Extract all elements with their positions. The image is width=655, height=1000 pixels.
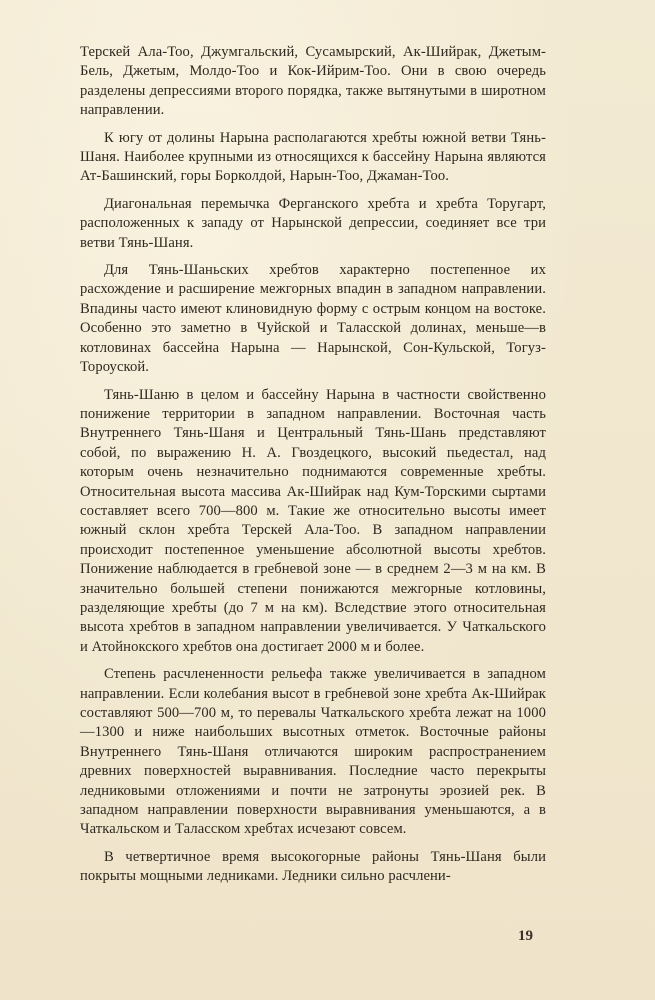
paragraph-3: Диагональная перемычка Ферганского хребта и хребта Торугарт, расположенных к западу от Нарынской депрессии, соединяет все три ветви Тянь-Шаня. bbox=[80, 195, 546, 251]
paragraph-2: К югу от долины Нарына располагаются хребты южной ветви Тянь-Шаня. Наиболее крупными из относящихся к бассейну Нарына являются Ат-Башинский, горы Борколдой, Нарын-Тоо, Джаман-Тоо. bbox=[80, 129, 546, 185]
paragraph-7: В четвертичное время высокогорные районы Тянь-Шаня были покрыты мощными ледниками. Ледники сильно расчлени- bbox=[80, 848, 546, 885]
paragraph-4: Для Тянь-Шаньских хребтов характерно постепенное их расхождение и расширение межгорных впадин в западном направлении. Впадины часто имеют клиновидную форму с острым концом на востоке. Особенно это заметно в Чуйской и Таласской долинах, меньше—в котловинах бассейна Нарына — Нарынской, Сон-Кульской, Тогуз-Тороуской. bbox=[80, 262, 546, 376]
paragraph-6: Степень расчлененности рельефа также увеличивается в западном направлении. Если колебания высот в гребневой зоне хребта Ак-Шийрак составляют 500—700 м, то перевалы Чаткальского хребта лежат на 1000—1300 и ниже наибольших высотных отметок. Восточные районы Внутреннего Тянь-Шаня отличаются широким распространением древних поверхностей выравнивания. Последние часто перекрыты ледниковыми отложениями и почти не затронуты эрозией рек. В западном направлении поверхности выравнивания уменьшаются, а в Чаткальском и Таласском хребтах исчезают совсем. bbox=[80, 666, 546, 838]
paragraph-1: Терскей Ала-Тоо, Джумгальский, Сусамырский, Ак-Шийрак, Джетым-Бель, Джетым, Молдо-Тоо и Кок-Ийрим-Тоо. Они в свою очередь разделены депрессиями второго порядка, также вытянутыми в широтном направлении. bbox=[80, 44, 546, 119]
paragraph-5: Тянь-Шаню в целом и бассейну Нарына в частности свойственно понижение территории в западном направлении. Восточная часть Внутреннего Тянь-Шаня и Центральный Тянь-Шань представляют собой, по выражению Н. А. Гвоздецкого, высокий пьедестал, над которым очень незначительно поднимаются современные хребты. Относительная высота массива Ак-Шийрак над Кум-Торскими сыртами составляет всего 700—800 м. Такие же относительно высоты имеет южный склон хребта Терскей Ала-Тоо. В западном направлении происходит постепенное уменьшение абсолютной высоты хребтов. Понижение наблюдается в гребневой зоне — в среднем 2—3 м на км. В значительно большей степени понижаются межгорные котловины, разделяющие хребты (до 7 м на км). Вследствие этого относительная высота хребтов в западном направлении увеличивается. У Чаткальского и Атойнокского хребтов она достигает 2000 м и более. bbox=[80, 386, 546, 655]
page-number: 19 bbox=[518, 928, 533, 944]
body-text bbox=[80, 43, 546, 895]
